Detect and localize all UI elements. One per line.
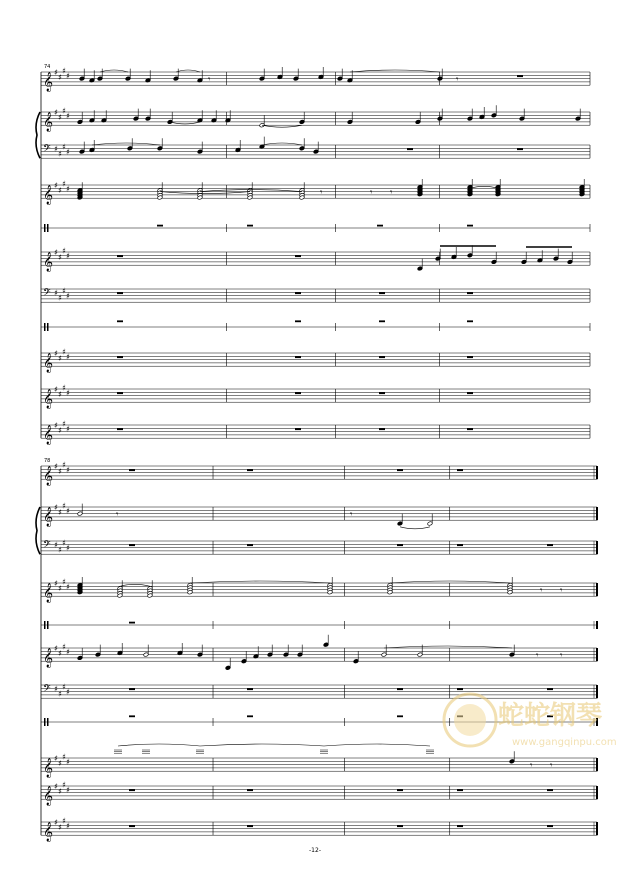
whole-rest-icon [467, 320, 473, 322]
whole-rest-icon [129, 715, 135, 717]
whole-rest-icon [129, 469, 135, 471]
whole-rest-icon [117, 392, 123, 394]
sharp-icon: ♯ [66, 543, 70, 553]
whole-rest-icon [157, 225, 163, 227]
percussion-clef-icon [44, 718, 46, 726]
whole-rest-icon [397, 469, 403, 471]
piano-brace [36, 112, 40, 158]
tie-slur [170, 122, 200, 124]
final-barline-thick [596, 758, 598, 771]
sharp-icon: ♯ [66, 71, 70, 81]
whole-rest-icon [295, 392, 301, 394]
page-number: -12- [309, 847, 321, 854]
staff-11 [41, 419, 590, 445]
whole-rest-icon [397, 715, 403, 717]
sharp-icon: ♯ [54, 540, 58, 550]
whole-rest-icon [517, 148, 523, 150]
rest-icon: 𝄾 [390, 187, 393, 198]
sharp-icon: ♯ [66, 352, 70, 362]
treble-clef-icon: 𝄞 [43, 648, 54, 669]
sharp-icon: ♯ [58, 545, 62, 555]
sharp-icon: ♯ [54, 462, 58, 471]
sharp-icon: ♯ [54, 288, 58, 298]
percussion-clef-icon [47, 224, 49, 232]
staff-4 [41, 179, 590, 205]
sharp-icon: ♯ [62, 419, 66, 429]
tie-slur [262, 125, 302, 127]
tie-slur [400, 527, 430, 529]
tie-slur [118, 744, 200, 746]
rest-icon: 𝄾 [456, 74, 459, 85]
sharp-icon: ♯ [66, 111, 70, 121]
sharp-icon: ♯ [62, 682, 66, 692]
whole-rest-icon [467, 392, 473, 394]
sharp-icon: ♯ [62, 246, 66, 256]
final-barline-thick [596, 648, 598, 661]
bass-clef-icon: 𝄢 [43, 538, 51, 553]
sharp-icon: ♯ [62, 286, 66, 296]
tie-slur [384, 646, 512, 648]
treble-clef-icon: 𝄞 [43, 72, 54, 93]
sharp-icon: ♯ [66, 821, 70, 831]
whole-rest-icon [457, 544, 463, 546]
whole-rest-icon [295, 292, 301, 294]
sharp-icon: ♯ [54, 782, 58, 791]
sharp-icon: ♯ [66, 465, 70, 475]
sharp-icon: ♯ [62, 66, 66, 76]
sharp-icon: ♯ [58, 72, 62, 82]
whole-rest-icon [117, 320, 123, 322]
final-barline-thick [596, 583, 598, 596]
whole-rest-icon [457, 469, 463, 471]
whole-rest-icon [379, 428, 385, 430]
treble-clef-icon: 𝄞 [43, 185, 54, 206]
rest-icon: 𝄾 [536, 650, 539, 661]
watermark-url: www.gangqinpu.com [512, 737, 617, 748]
final-barline-thick [596, 822, 598, 835]
staff-7 [41, 286, 590, 302]
final-barline-thick [596, 786, 598, 799]
treble-clef-icon: 𝄞 [43, 353, 54, 374]
watermark [444, 694, 617, 748]
sharp-icon: ♯ [62, 460, 66, 470]
sharp-icon: ♯ [58, 252, 62, 262]
sharp-icon: ♯ [54, 503, 58, 512]
rest-icon: 𝄾 [540, 585, 543, 596]
sharp-icon: ♯ [62, 780, 66, 790]
staff-2 [41, 501, 598, 527]
whole-rest-icon [247, 225, 253, 227]
percussion-clef-icon [47, 323, 49, 331]
tie-slur [92, 143, 160, 145]
treble-clef-icon: 𝄞 [43, 466, 54, 487]
sharp-icon: ♯ [58, 185, 62, 195]
whole-rest-icon [467, 356, 473, 358]
whole-rest-icon [295, 320, 301, 322]
sharp-icon: ♯ [66, 687, 70, 697]
sharp-icon: ♯ [58, 689, 62, 699]
whole-rest-icon [467, 225, 473, 227]
percussion-clef-icon [44, 323, 46, 331]
rest-icon: 𝄾 [116, 509, 119, 520]
sharp-icon: ♯ [62, 106, 66, 116]
whole-rest-icon [547, 544, 553, 546]
staff-6 [41, 246, 590, 272]
tie-slur [160, 192, 250, 194]
rest-icon: 𝄾 [320, 187, 323, 198]
tie-slur [176, 70, 200, 72]
sharp-icon: ♯ [58, 389, 62, 399]
sharp-icon: ♯ [66, 647, 70, 657]
sharp-icon: ♯ [54, 579, 58, 588]
final-barline-thick [596, 621, 598, 629]
rest-icon: 𝄾 [208, 74, 211, 85]
whole-rest-icon [547, 825, 553, 827]
sharp-icon: ♯ [54, 644, 58, 653]
treble-clef-icon: 𝄞 [43, 425, 54, 446]
percussion-clef-icon [44, 621, 46, 629]
whole-rest-icon [379, 356, 385, 358]
whole-rest-icon [547, 789, 553, 791]
sharp-icon: ♯ [66, 291, 70, 301]
whole-rest-icon [129, 622, 135, 624]
sharp-icon: ♯ [58, 758, 62, 768]
staff-1 [41, 460, 598, 486]
tie-slur [390, 581, 510, 583]
sharp-icon: ♯ [58, 466, 62, 476]
treble-clef-icon: 𝄞 [43, 786, 54, 807]
whole-rest-icon [397, 825, 403, 827]
sharp-icon: ♯ [62, 347, 66, 357]
whole-rest-icon [467, 292, 473, 294]
whole-rest-icon [397, 789, 403, 791]
tie-slur [350, 70, 440, 72]
sharp-icon: ♯ [54, 248, 58, 257]
sharp-icon: ♯ [58, 293, 62, 303]
tie-slur [262, 143, 302, 145]
whole-rest-icon [295, 356, 301, 358]
sharp-icon: ♯ [66, 757, 70, 767]
treble-clef-icon: 𝄞 [43, 252, 54, 273]
sharp-icon: ♯ [58, 507, 62, 517]
whole-rest-icon [247, 789, 253, 791]
whole-rest-icon [397, 688, 403, 690]
sharp-icon: ♯ [54, 421, 58, 430]
piano-brace [36, 507, 40, 554]
rest-icon: 𝄾 [560, 650, 563, 661]
staff-9 [41, 347, 590, 373]
treble-clef-icon: 𝄞 [43, 822, 54, 843]
staff-5 [41, 224, 590, 232]
sharp-icon: ♯ [54, 349, 58, 358]
sharp-icon: ♯ [58, 583, 62, 593]
whole-rest-icon [129, 544, 135, 546]
whole-rest-icon [377, 225, 383, 227]
staff-4 [41, 577, 598, 603]
sharp-icon: ♯ [66, 424, 70, 434]
sharp-icon: ♯ [66, 506, 70, 516]
sharp-icon: ♯ [62, 538, 66, 548]
whole-rest-icon [247, 688, 253, 690]
sharp-icon: ♯ [62, 501, 66, 511]
staff-3 [41, 538, 598, 554]
whole-rest-icon [117, 255, 123, 257]
sharp-icon: ♯ [58, 353, 62, 363]
sharp-icon: ♯ [62, 577, 66, 587]
whole-rest-icon [129, 825, 135, 827]
staff-8 [41, 323, 590, 331]
staff-11 [41, 816, 598, 842]
sharp-icon: ♯ [58, 112, 62, 122]
system-1-notes [77, 67, 585, 430]
sharp-icon: ♯ [58, 648, 62, 658]
tie-slur [190, 581, 330, 583]
staff-1 [41, 66, 590, 92]
staff-10 [41, 780, 598, 806]
tie-slur [120, 584, 150, 586]
final-barline-thick [596, 466, 598, 479]
bass-clef-icon: 𝄢 [43, 682, 51, 697]
treble-clef-icon: 𝄞 [43, 583, 54, 604]
tie-slur [100, 70, 128, 72]
whole-rest-icon [379, 392, 385, 394]
whole-rest-icon [407, 148, 413, 150]
whole-rest-icon [295, 428, 301, 430]
whole-rest-icon [379, 320, 385, 322]
rest-icon: 𝄾 [370, 187, 373, 198]
final-barline-thick [596, 685, 598, 698]
whole-rest-icon [247, 469, 253, 471]
sharp-icon: ♯ [66, 251, 70, 261]
whole-rest-icon [117, 428, 123, 430]
final-barline-thick [596, 507, 598, 520]
watermark-brand: 蛇蛇钢琴 [498, 701, 603, 731]
measure-number-74: 74 [44, 64, 51, 70]
sharp-icon: ♯ [66, 184, 70, 194]
sharp-icon: ♯ [58, 786, 62, 796]
sharp-icon: ♯ [58, 149, 62, 159]
whole-rest-icon [117, 292, 123, 294]
bass-clef-icon: 𝄢 [43, 142, 51, 157]
sharp-icon: ♯ [54, 108, 58, 117]
sharp-icon: ♯ [54, 181, 58, 190]
sharp-icon: ♯ [62, 383, 66, 393]
tie-slur [470, 186, 498, 188]
staff-7 [41, 682, 598, 698]
percussion-clef-icon [47, 621, 49, 629]
rest-icon: 𝄾 [550, 760, 553, 771]
sharp-icon: ♯ [54, 684, 58, 694]
sharp-icon: ♯ [62, 816, 66, 826]
system-1 [36, 64, 590, 445]
sharp-icon: ♯ [54, 144, 58, 154]
rest-icon: 𝄾 [350, 509, 353, 520]
tie-slur [200, 744, 324, 746]
sharp-icon: ♯ [62, 179, 66, 189]
percussion-clef-icon [47, 718, 49, 726]
whole-rest-icon [457, 688, 463, 690]
sharp-icon: ♯ [66, 785, 70, 795]
whole-rest-icon [397, 544, 403, 546]
rest-icon: 𝄾 [560, 585, 563, 596]
staff-10 [41, 383, 590, 409]
tie-slur [324, 744, 430, 746]
sharp-icon: ♯ [62, 142, 66, 152]
whole-rest-icon [247, 825, 253, 827]
whole-rest-icon [457, 789, 463, 791]
system-2 [36, 458, 598, 842]
sharp-icon: ♯ [66, 388, 70, 398]
sharp-icon: ♯ [54, 385, 58, 394]
sharp-icon: ♯ [66, 147, 70, 157]
whole-rest-icon [117, 356, 123, 358]
treble-clef-icon: 𝄞 [43, 758, 54, 779]
sharp-icon: ♯ [58, 822, 62, 832]
sharp-icon: ♯ [62, 752, 66, 762]
whole-rest-icon [457, 825, 463, 827]
whole-rest-icon [295, 255, 301, 257]
treble-clef-icon: 𝄞 [43, 112, 54, 133]
whole-rest-icon [129, 789, 135, 791]
sharp-icon: ♯ [54, 754, 58, 763]
whole-rest-icon [547, 688, 553, 690]
whole-rest-icon [517, 75, 523, 77]
treble-clef-icon: 𝄞 [43, 507, 54, 528]
whole-rest-icon [247, 715, 253, 717]
treble-clef-icon: 𝄞 [43, 389, 54, 410]
bass-clef-icon: 𝄢 [43, 286, 51, 301]
whole-rest-icon [379, 292, 385, 294]
sharp-icon: ♯ [62, 642, 66, 652]
staff-5 [41, 621, 598, 629]
whole-rest-icon [467, 428, 473, 430]
sharp-icon: ♯ [66, 582, 70, 592]
whole-rest-icon [129, 688, 135, 690]
sharp-icon: ♯ [54, 818, 58, 827]
sharp-icon: ♯ [58, 425, 62, 435]
percussion-clef-icon [44, 224, 46, 232]
staff-2 [41, 106, 590, 132]
measure-number-78: 78 [44, 458, 51, 464]
sharp-icon: ♯ [54, 68, 58, 77]
rest-icon: 𝄾 [530, 760, 533, 771]
whole-rest-icon [247, 544, 253, 546]
final-barline-thick [596, 541, 598, 554]
